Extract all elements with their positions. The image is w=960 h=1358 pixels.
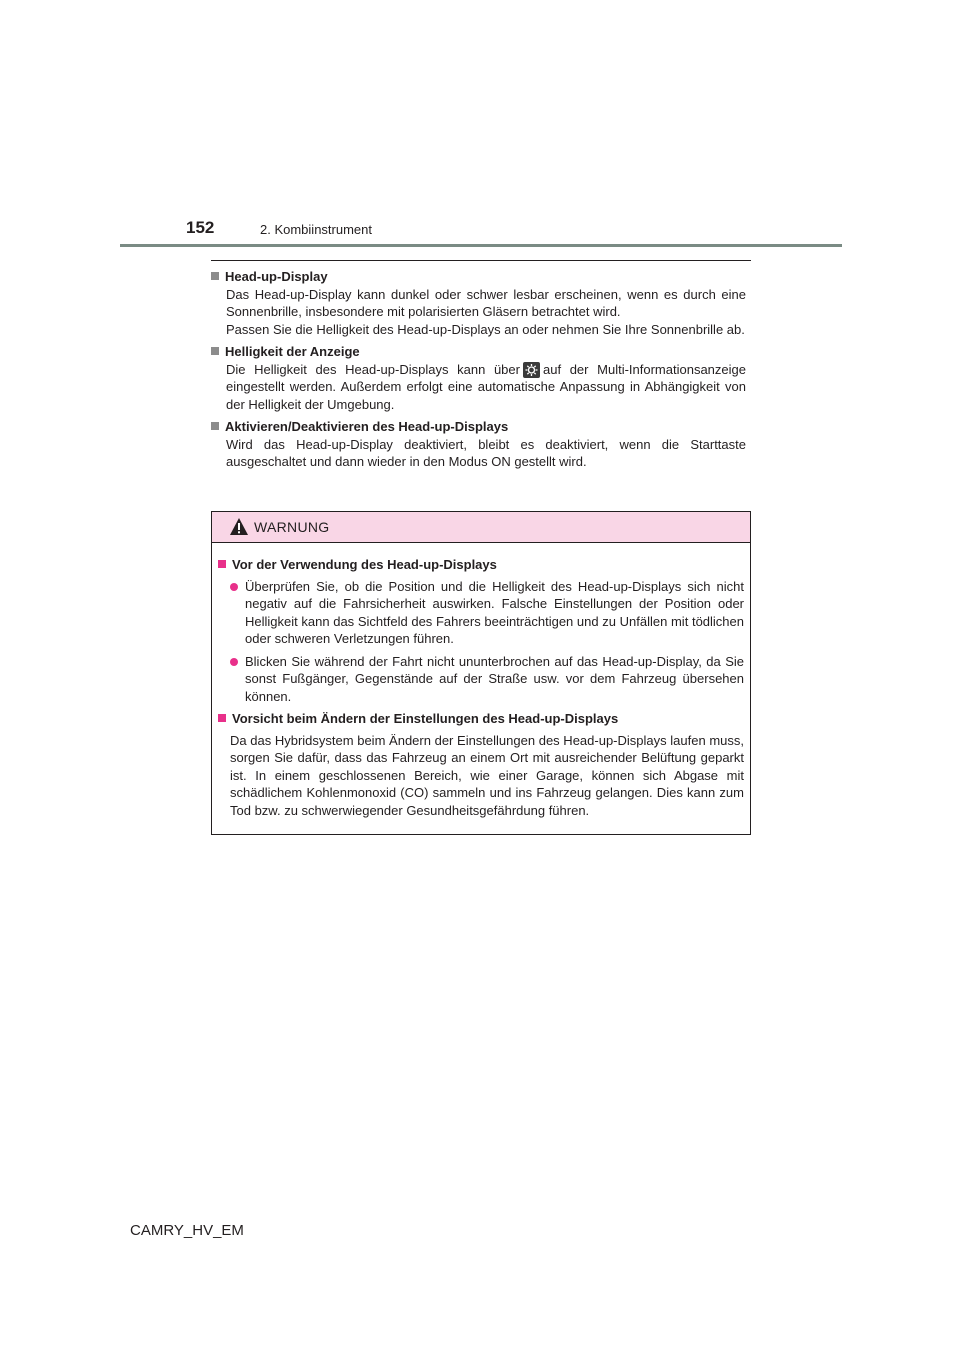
warning-header	[212, 512, 750, 543]
main-content	[211, 268, 746, 476]
content-rule	[211, 260, 751, 261]
list-item-text: Blicken Sie während der Fahrt nicht ununterbrochen auf das Head-up-Display, da Sie sonst Fußgänger, Gegenstände auf der Straße usw. vor dem Fahrzeug übersehen können.	[245, 653, 744, 704]
paragraph: Das Head-up-Display kann dunkel oder schwer lesbar erscheinen, wenn es durch eine Sonnenbrille, insbesondere mit polarisierten Gläsern betrachtet wird.	[226, 286, 746, 319]
subsection-heading-text: Head-up-Display	[225, 269, 328, 284]
subsection-heading-text: Aktivieren/Deaktivieren des Head-up-Displays	[225, 419, 509, 434]
paragraph: Passen Sie die Helligkeit des Head-up-Displays an oder nehmen Sie Ihre Sonnenbrille ab.	[226, 321, 745, 337]
warning-box	[211, 511, 751, 835]
list-item	[230, 653, 744, 706]
square-bullet-icon	[211, 272, 219, 280]
warning-block	[218, 710, 744, 819]
list-item	[230, 578, 744, 648]
warning-title: WARNUNG	[254, 519, 330, 535]
subsection-head-up-display	[211, 268, 746, 338]
subsection-heading	[211, 343, 746, 361]
warning-block-heading	[218, 710, 744, 728]
warning-block-text: Da das Hybridsystem beim Ändern der Einstellungen des Head-up-Displays laufen muss, sorgen Sie dafür, dass das Fahrzeug an einem Ort mit ausreichender Belüftung geparkt ist. In einem geschlossenen Bereich, wie einer Garage, können sich Abgase mit schädlichem Kohlenmonoxid (CO) sammeln und ins Fahrzeug gelangen. Dies kann zum Tod bzw. zu schwerwiegender Gesundheitsgefährdung führen.	[230, 732, 744, 818]
square-bullet-icon	[218, 560, 226, 568]
footer-model-code: CAMRY_HV_EM	[130, 1222, 244, 1239]
warning-block-heading	[218, 556, 744, 574]
circle-bullet-icon	[230, 658, 238, 666]
paragraph	[226, 361, 746, 414]
subsection-heading-text: Helligkeit der Anzeige	[225, 344, 360, 359]
subsection-heading	[211, 418, 746, 436]
warning-triangle-icon	[229, 517, 249, 536]
circle-bullet-icon	[230, 583, 238, 591]
paragraph: Wird das Head-up-Display deaktiviert, bleibt es deaktiviert, wenn die Starttaste ausgeschaltet und dann wieder in den Modus ON gestellt wird.	[226, 436, 746, 469]
warning-block-heading-text: Vorsicht beim Ändern der Einstellungen des Head-up-Displays	[232, 711, 619, 726]
page-number: 152	[186, 218, 215, 237]
subsection-heading	[211, 268, 746, 286]
warning-block-heading-text: Vor der Verwendung des Head-up-Displays	[232, 557, 497, 572]
square-bullet-icon	[218, 714, 226, 722]
subsection-brightness	[211, 343, 746, 413]
paragraph-text-before-icon: Die Helligkeit des Head-up-Displays kann über	[226, 361, 520, 377]
header-rule	[120, 244, 842, 247]
square-bullet-icon	[211, 347, 219, 355]
subsection-activate	[211, 418, 746, 471]
paragraph-text-after-icon: auf der Multi-Informationsanzeige eingestellt werden. Außerdem erfolgt eine automatische Anpassung in Abhängigkeit von der Helligkeit der Umgebung.	[226, 361, 746, 412]
section-title: 2. Kombiinstrument	[260, 222, 372, 237]
list-item-text: Überprüfen Sie, ob die Position und die Helligkeit des Head-up-Displays sich nicht negativ auf die Fahrsicherheit auswirken. Falsche Einstellungen der Position oder Helligkeit kann das Sichtfeld des Fahrers beeinträchtigen und zu Unfällen mit tödlichen oder schweren Verletzungen führen.	[245, 578, 744, 646]
warning-block	[218, 556, 744, 705]
settings-gear-icon	[523, 362, 540, 378]
square-bullet-icon	[211, 422, 219, 430]
warning-body	[212, 543, 750, 819]
